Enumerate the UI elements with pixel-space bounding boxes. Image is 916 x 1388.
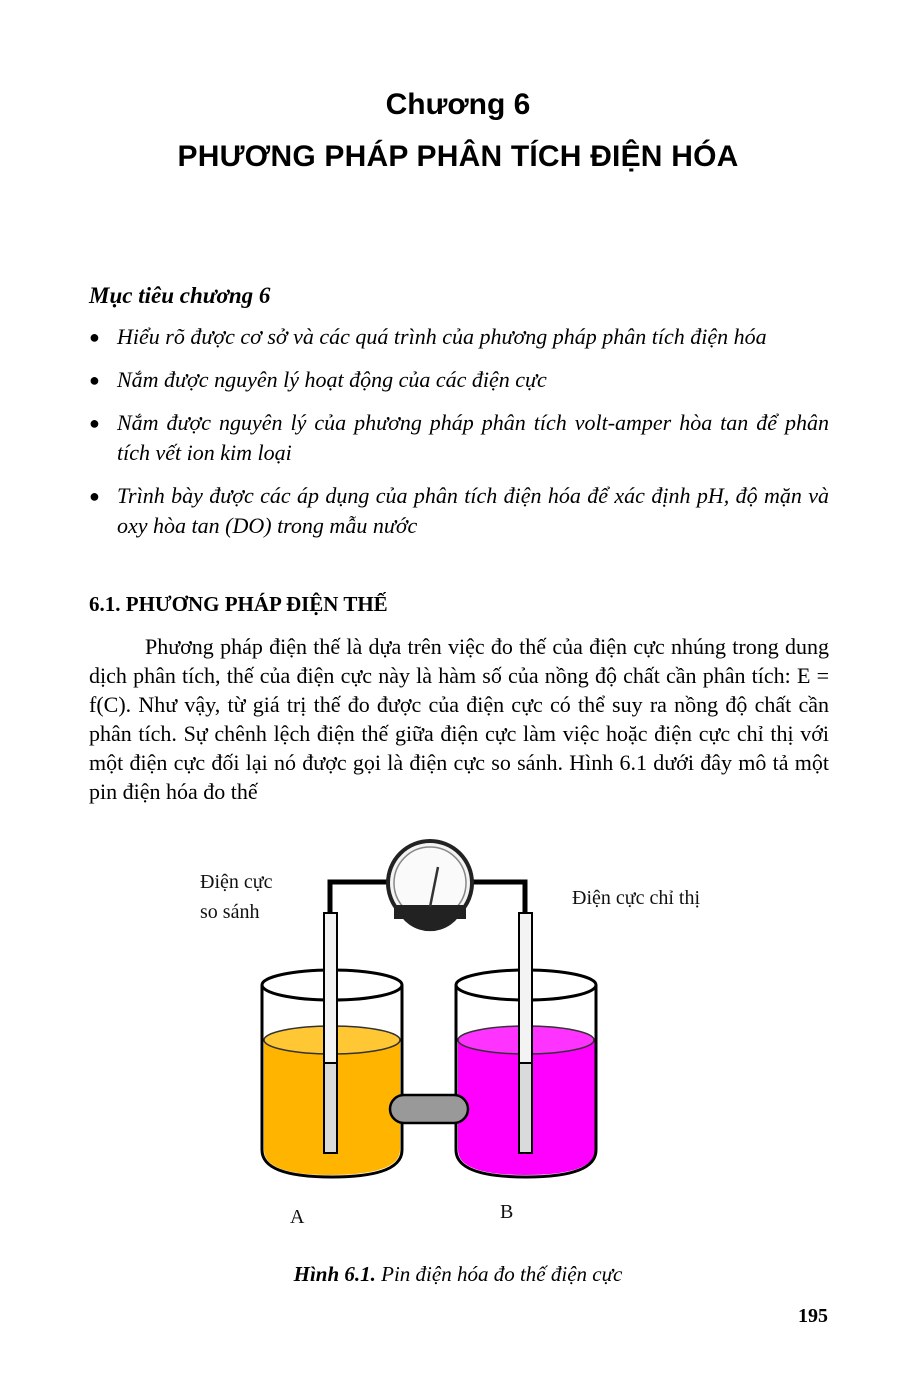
list-item — [89, 408, 829, 468]
objective-text: Nắm được nguyên lý của phương pháp phân tích volt-amper hòa tan để phân tích vết ion kim loại — [117, 410, 829, 465]
bullet-icon: ● — [89, 413, 100, 433]
bullet-icon: ● — [89, 486, 100, 506]
label-b: B — [500, 1201, 514, 1223]
chapter-title: PHƯƠNG PHÁP PHÂN TÍCH ĐIỆN HÓA — [177, 140, 739, 173]
section-heading: 6.1. PHƯƠNG PHÁP ĐIỆN THẾ — [89, 592, 388, 616]
list-item — [89, 322, 829, 352]
objective-text: Nắm được nguyên lý hoạt động của các điện cực — [117, 367, 547, 392]
caption-text: Pin điện hóa đo thế điện cực — [375, 1262, 623, 1286]
caption-prefix: Hình 6.1. — [293, 1262, 376, 1286]
label-a: A — [290, 1206, 305, 1228]
page-number: 195 — [798, 1305, 828, 1327]
objectives-list — [89, 322, 829, 554]
wire-left — [330, 882, 392, 955]
label-indicator-electrode: Điện cực chỉ thị — [572, 887, 701, 909]
reference-electrode-tip — [324, 1063, 337, 1153]
electrochemical-cell-figure — [180, 825, 740, 1245]
objective-text: Trình bày được các áp dụng của phân tích điện hóa để xác định pH, độ mặn và oxy hòa tan (DO) trong mẫu nước — [117, 483, 829, 538]
label-reference-line1: Điện cực — [200, 871, 273, 893]
chapter-number: Chương 6 — [385, 88, 531, 121]
wire-right — [468, 882, 525, 955]
bullet-icon: ● — [89, 327, 100, 347]
indicator-electrode-tip — [519, 1063, 532, 1153]
salt-bridge — [390, 1095, 468, 1123]
voltmeter-base — [394, 905, 466, 919]
figure-caption — [0, 1262, 916, 1287]
list-item — [89, 481, 829, 541]
label-reference-line2: so sánh — [200, 901, 260, 923]
bullet-icon: ● — [89, 370, 100, 390]
objective-text: Hiểu rõ được cơ sở và các quá trình của phương pháp phân tích điện hóa — [117, 324, 767, 349]
label-reference-electrode — [200, 867, 272, 927]
list-item — [89, 365, 829, 395]
objectives-heading: Mục tiêu chương 6 — [89, 283, 271, 308]
section-paragraph: Phương pháp điện thế là dựa trên việc đo thế của điện cực nhúng trong dung dịch phân tích, thế của điện cực này là hàm số của nồng độ chất cần phân tích: E = f(C). Như vậy, từ giá trị thế đo được của điện cực có thể suy ra nồng độ chất cần phân tích. Sự chênh lệch điện thế giữa điện cực làm việc hoặc điện cực chỉ thị với một điện cực đối lại nó được gọi là điện cực so sánh. Hình 6.1 dưới đây mô tả một pin điện hóa đo thế — [89, 634, 829, 804]
